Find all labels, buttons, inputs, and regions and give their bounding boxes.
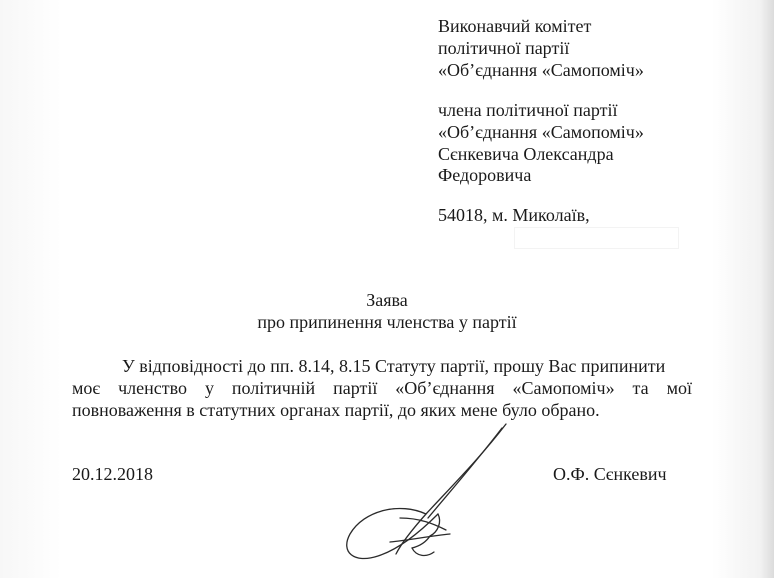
- sender-address: 54018, м. Миколаїв,: [438, 205, 590, 225]
- statement-subtitle: про припинення членства у партії: [257, 312, 517, 332]
- sender-line-3: Сєнкевича Олександра: [438, 144, 614, 164]
- date: 20.12.2018: [72, 464, 153, 484]
- signatory-name: О.Ф. Сєнкевич: [553, 464, 667, 484]
- handwritten-signature: [330, 418, 530, 578]
- sender-line-4: Федоровича: [438, 165, 532, 185]
- redacted-area: [515, 228, 678, 248]
- paragraph-line-2: моє членство у політичній партії «Об’єднання «Самопоміч» та мої: [72, 378, 692, 398]
- recipient-line-2: політичної партії: [438, 38, 570, 58]
- paragraph-line-3: повноваження в статутних органах партії, до яких мене було обрано.: [72, 400, 600, 420]
- recipient-line-3: «Об’єднання «Самопоміч»: [438, 60, 644, 80]
- statement-title: Заява: [366, 290, 408, 310]
- sender-line-2: «Об’єднання «Самопоміч»: [438, 122, 644, 142]
- sender-line-1: члена політичної партії: [438, 100, 618, 120]
- recipient-line-1: Виконавчий комітет: [438, 16, 592, 36]
- paragraph-line-1: У відповідності до пп. 8.14, 8.15 Статуту партії, прошу Вас припинити: [122, 356, 666, 376]
